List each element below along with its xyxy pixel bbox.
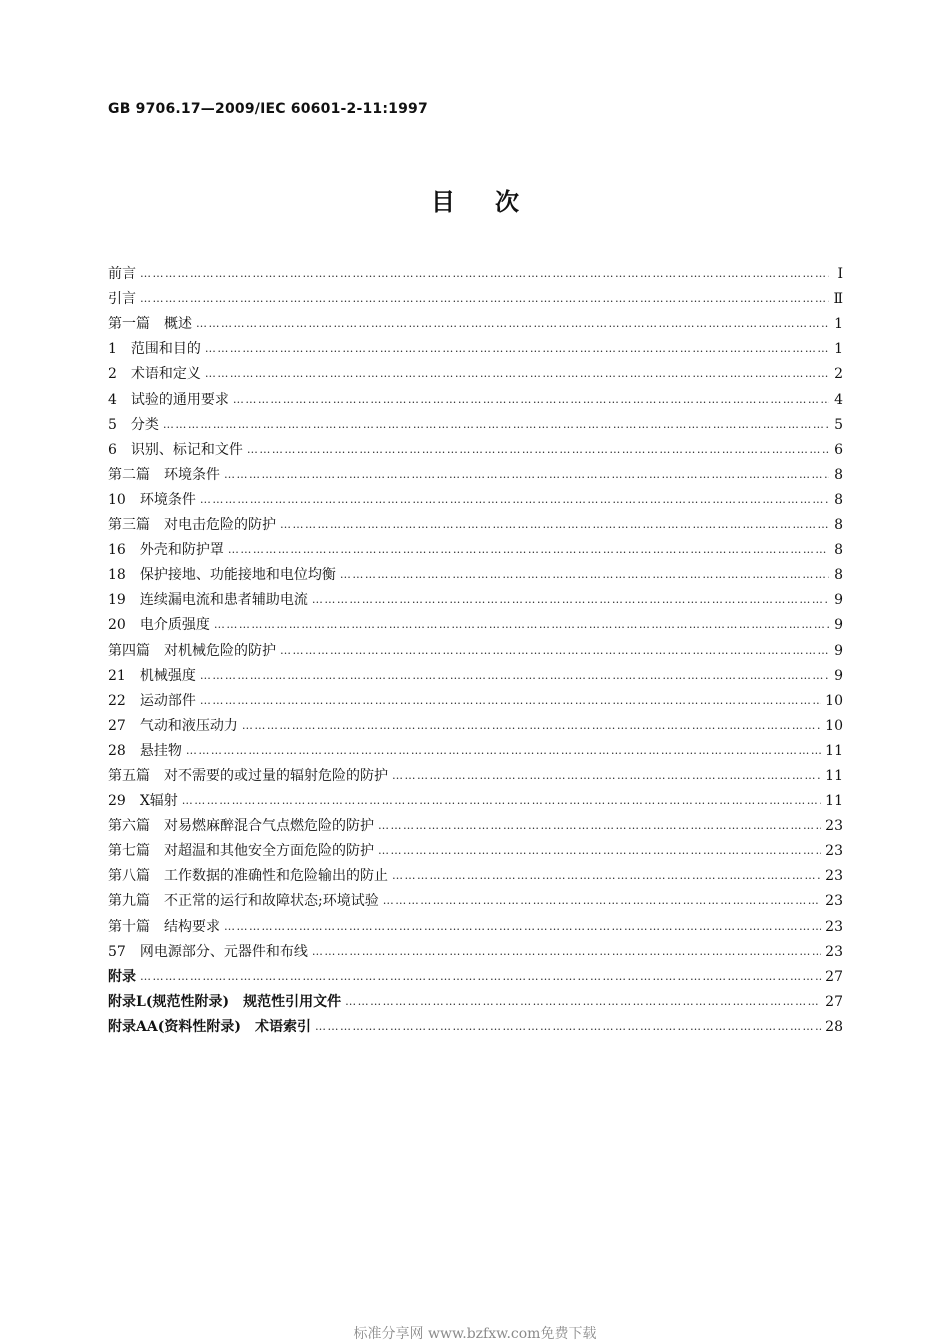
toc-entry[interactable] [108,459,843,484]
toc-entry[interactable] [108,760,843,785]
toc-entry[interactable] [108,283,843,308]
toc-entry-page: 6 [834,441,843,458]
toc-entry-label: 第四篇 对机械危险的防护 [108,642,276,659]
toc-entry-page: 8 [834,542,843,559]
table-of-contents [108,258,843,1036]
toc-entry-label: 前言 [108,266,136,283]
toc-entry-label: 57 网电源部分、元器件和布线 [108,943,308,960]
toc-entry[interactable] [108,559,843,584]
toc-entry[interactable] [108,810,843,835]
standard-code-header: GB 9706.17—2009/IEC 60601-2-11:1997 [108,101,428,117]
toc-entry-label: 第九篇 不正常的运行和故障状态;环境试验 [108,893,379,910]
toc-entry[interactable] [108,409,843,434]
toc-entry-page: 11 [825,742,843,759]
toc-entry[interactable] [108,910,843,935]
toc-leader-dots [140,265,829,283]
toc-leader-dots [392,867,821,885]
toc-leader-dots [312,943,821,961]
toc-entry[interactable] [108,735,843,760]
toc-entry-page: 11 [825,793,843,810]
toc-entry-page: 10 [825,692,843,709]
toc-entry-page: 5 [834,416,843,433]
toc-entry-label: 第十篇 结构要求 [108,918,220,935]
toc-leader-dots [315,1018,821,1036]
toc-entry-label: 第六篇 对易燃麻醉混合气点燃危险的防护 [108,818,374,835]
toc-leader-dots [140,968,821,986]
toc-entry-label: 28 悬挂物 [108,742,182,759]
toc-entry-label: 第三篇 对电击危险的防护 [108,517,276,534]
toc-leader-dots [205,365,829,383]
toc-entry-page: Ⅱ [833,291,843,308]
toc-entry[interactable] [108,383,843,408]
toc-leader-dots [163,416,829,434]
toc-entry-page: 11 [825,767,843,784]
toc-entry-label: 21 机械强度 [108,667,196,684]
toc-entry[interactable] [108,258,843,283]
toc-leader-dots [200,667,829,685]
toc-leader-dots [280,642,829,660]
toc-entry-page: 9 [834,667,843,684]
toc-entry[interactable] [108,1011,843,1036]
toc-leader-dots [214,616,829,634]
toc-entry-page: 9 [834,642,843,659]
toc-entry[interactable] [108,685,843,710]
toc-entry[interactable] [108,785,843,810]
toc-entry-page: 8 [834,567,843,584]
toc-entry-label: 引言 [108,291,136,308]
toc-entry-page: 27 [825,968,843,985]
toc-leader-dots [205,340,829,358]
toc-leader-dots [200,692,821,710]
toc-entry-page: 23 [825,818,843,835]
toc-entry[interactable] [108,710,843,735]
toc-entry-label: 16 外壳和防护罩 [108,542,224,559]
toc-entry-page: 23 [825,843,843,860]
toc-entry-label: 2 术语和定义 [108,366,201,383]
toc-entry-page: 1 [834,341,843,358]
toc-entry-page: 23 [825,893,843,910]
toc-leader-dots [392,767,821,785]
toc-entry[interactable] [108,534,843,559]
toc-entry-label: 27 气动和液压动力 [108,717,238,734]
toc-entry-label: 10 环境条件 [108,491,196,508]
toc-entry[interactable] [108,509,843,534]
toc-entry-page: 23 [825,918,843,935]
toc-entry-page: 9 [834,592,843,609]
toc-entry[interactable] [108,885,843,910]
toc-leader-dots [242,717,821,735]
toc-entry[interactable] [108,584,843,609]
toc-entry[interactable] [108,961,843,986]
toc-leader-dots [312,591,829,609]
toc-entry-label: 4 试验的通用要求 [108,391,229,408]
toc-entry-label: 第八篇 工作数据的准确性和危险输出的防止 [108,868,388,885]
toc-leader-dots [182,792,821,810]
toc-entry-page: 23 [825,943,843,960]
toc-entry[interactable] [108,308,843,333]
toc-entry[interactable] [108,609,843,634]
toc-entry-label: 第二篇 环境条件 [108,466,220,483]
toc-entry-label: 第七篇 对超温和其他安全方面危险的防护 [108,843,374,860]
toc-entry[interactable] [108,434,843,459]
toc-leader-dots [233,391,829,409]
toc-entry[interactable] [108,986,843,1011]
toc-leader-dots [378,817,821,835]
toc-entry-label: 20 电介质强度 [108,617,210,634]
toc-entry[interactable] [108,835,843,860]
toc-leader-dots [200,491,829,509]
toc-entry-label: 1 范围和目的 [108,341,201,358]
toc-entry-label: 22 运动部件 [108,692,196,709]
toc-entry-label: 附录AA(资料性附录) 术语索引 [108,1018,311,1035]
toc-leader-dots [340,566,829,584]
toc-entry-label: 第五篇 对不需要的或过量的辐射危险的防护 [108,767,388,784]
toc-entry-label: 6 识别、标记和文件 [108,441,243,458]
toc-entry-page: 28 [825,1018,843,1035]
toc-leader-dots [345,993,821,1011]
toc-entry-page: 27 [825,993,843,1010]
toc-entry-page: 8 [834,491,843,508]
toc-leader-dots [140,290,829,308]
toc-entry[interactable] [108,936,843,961]
toc-entry-label: 5 分类 [108,416,159,433]
toc-entry-label: 附录L(规范性附录) 规范性引用文件 [108,993,342,1010]
toc-entry-label: 29 X辐射 [108,793,178,810]
toc-entry-label: 18 保护接地、功能接地和电位均衡 [108,567,336,584]
toc-leader-dots [224,466,829,484]
toc-entry-label: 附录 [108,968,136,985]
toc-entry-page: 8 [834,466,843,483]
toc-leader-dots [383,892,821,910]
footer-watermark: 标准分享网 www.bzfxw.com免费下载 [353,1326,597,1342]
toc-entry-page: 8 [834,517,843,534]
toc-entry-page: 10 [825,717,843,734]
toc-title: 目次 [431,188,559,216]
toc-entry[interactable] [108,634,843,659]
toc-leader-dots [280,516,829,534]
toc-entry[interactable] [108,860,843,885]
toc-leader-dots [186,742,821,760]
toc-entry-page: 4 [834,391,843,408]
toc-entry[interactable] [108,484,843,509]
toc-leader-dots [228,541,829,559]
toc-entry-page: 9 [834,617,843,634]
toc-leader-dots [247,441,829,459]
toc-entry[interactable] [108,333,843,358]
toc-entry-label: 19 连续漏电流和患者辅助电流 [108,592,308,609]
toc-leader-dots [196,315,829,333]
toc-entry-page: 23 [825,868,843,885]
toc-entry-page: 2 [834,366,843,383]
toc-entry[interactable] [108,660,843,685]
toc-entry-page: 1 [834,316,843,333]
toc-entry-label: 第一篇 概述 [108,316,192,333]
toc-entry-page: Ⅰ [837,266,843,283]
toc-leader-dots [378,842,821,860]
toc-entry[interactable] [108,358,843,383]
toc-leader-dots [224,918,821,936]
